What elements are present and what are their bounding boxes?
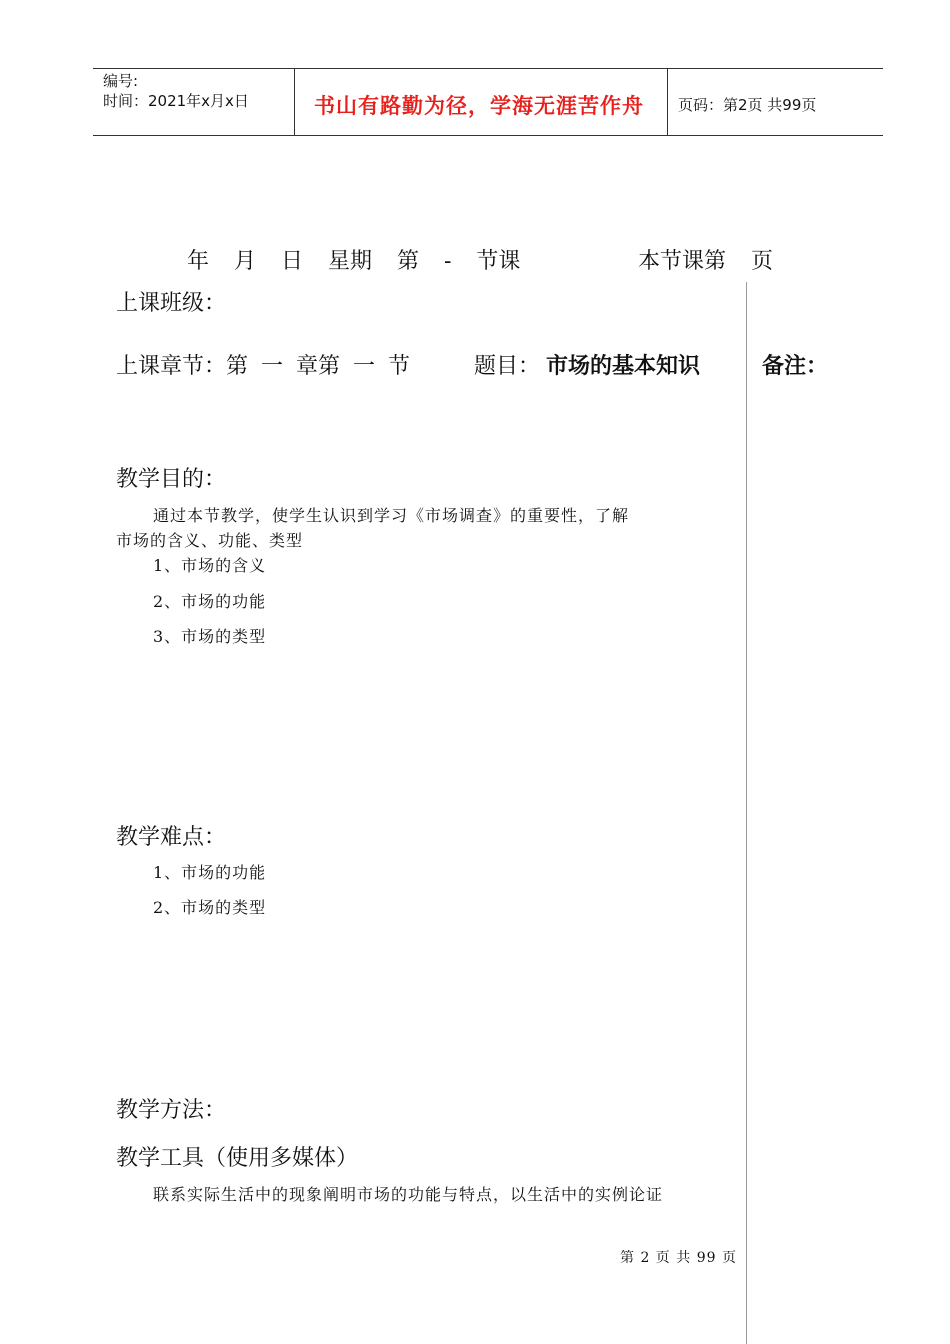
date-row-right: 本节课第 页 <box>638 249 773 274</box>
serial-label: 编号: <box>103 72 139 90</box>
page-footer: 第 2 页 共 99 页 <box>620 1250 737 1266</box>
header-top-border <box>93 68 883 69</box>
header-motto: 书山有路勤为径，学海无涯苦作舟 <box>314 94 644 118</box>
class-label: 上课班级： <box>116 291 227 316</box>
remarks-label: 备注： <box>762 354 829 379</box>
header-bottom-border <box>93 135 883 136</box>
objective-item: 1、市场的含义 <box>153 556 267 575</box>
objective-item: 2、市场的功能 <box>153 592 267 611</box>
header-divider-2 <box>667 68 668 135</box>
objective-item: 3、市场的类型 <box>153 627 267 646</box>
difficulty-item: 1、市场的功能 <box>153 863 267 882</box>
difficulty-item: 2、市场的类型 <box>153 898 267 917</box>
objectives-paragraph-line2: 市场的含义、功能、类型 <box>116 531 304 550</box>
teaching-tools: 教学工具（使用多媒体） <box>116 1146 359 1171</box>
header-divider-1 <box>294 68 295 135</box>
objectives-heading: 教学目的： <box>116 467 227 492</box>
time-label: 时间：2021年x月x日 <box>103 92 249 110</box>
difficulties-heading: 教学难点： <box>116 825 227 850</box>
methods-heading: 教学方法： <box>116 1098 227 1123</box>
page-info: 页码：第2页 共99页 <box>678 96 817 114</box>
remarks-column-rule <box>746 282 747 1344</box>
topic-title: 市场的基本知识 <box>546 354 701 379</box>
objectives-paragraph-line1: 通过本节教学，使学生认识到学习《市场调查》的重要性，了解 <box>153 506 630 525</box>
topic-label: 题目： <box>474 354 541 379</box>
chapter-label: 上课章节：第 一 章第 一 节 <box>116 354 410 379</box>
methods-text: 联系实际生活中的现象阐明市场的功能与特点，以生活中的实例论证 <box>153 1185 664 1204</box>
date-row-left: 年 月 日 星期 第 - 节课 <box>187 249 521 274</box>
